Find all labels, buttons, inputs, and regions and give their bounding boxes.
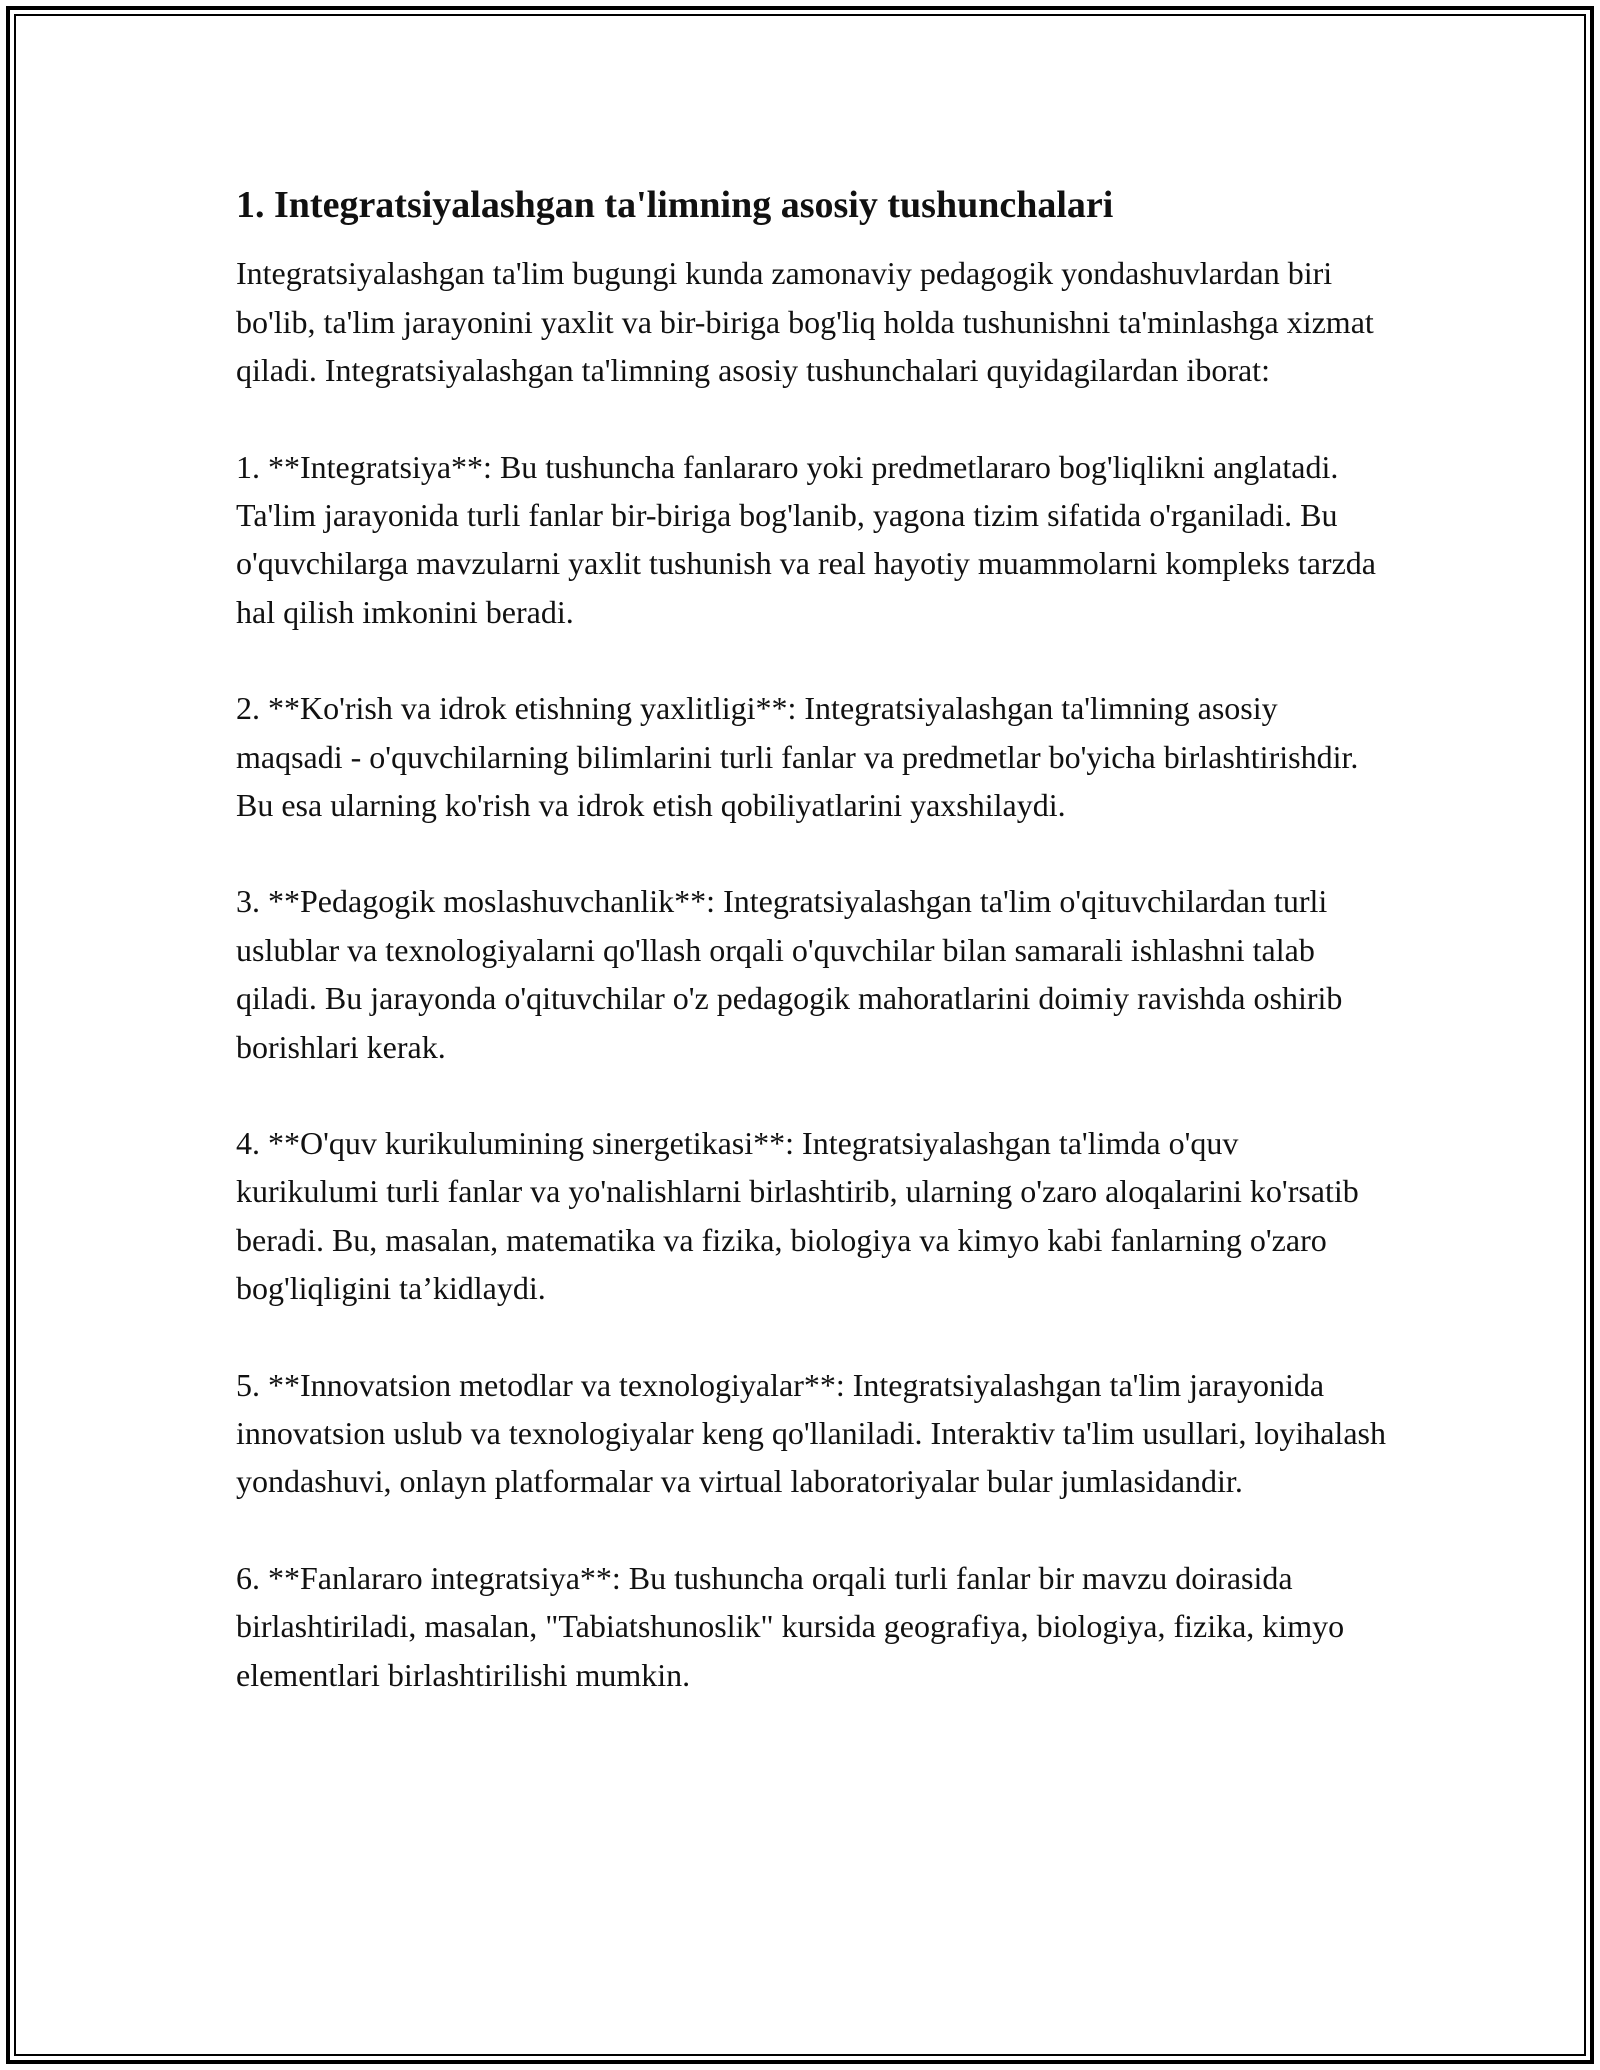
- list-item-1: 1. **Integratsiya**: Bu tushuncha fanlararo yoki predmetlararo bog'liqlikni anglatadi. Ta'lim jarayonida turli fanlar bir-biriga bog'lanib, yagona tizim sifatida o'rganiladi. Bu o'quvchilarga mavzularni yaxlit tushunish va real hayotiy muammolarni kompleks tarzda hal qilish imkonini beradi.: [236, 448, 1376, 630]
- list-item-6: 6. **Fanlararo integratsiya**: Bu tushuncha orqali turli fanlar bir mavzu doirasida birlashtiriladi, masalan, "Tabiatshunoslik" kursida geografiya, biologiya, fizika, kimyo elementlari birlashtirilishi mumkin.: [236, 1559, 1345, 1693]
- document-body: [236, 180, 1386, 1699]
- list-item-2: 2. **Ko'rish va idrok etishning yaxlitligi**: Integratsiyalashgan ta'limning asosiy maqsadi - o'quvchilarning bilimlarini turli fanlar va predmetlar bo'yicha birlashtirishdir. Bu esa ularning ko'rish va idrok etish qobiliyatlarini yaxshilaydi.: [236, 690, 1359, 823]
- intro-paragraph: Integratsiyalashgan ta'lim bugungi kunda zamonaviy pedagogik yondashuvlardan biri bo'lib, ta'lim jarayonini yaxlit va bir-biriga bog'liq holda tushunishni ta'minlashga xizmat qiladi. Integratsiyalashgan ta'limning asosiy tushunchalari quyidagilardan iborat:: [236, 255, 1374, 389]
- list-item-3: 3. **Pedagogik moslashuvchanlik**: Integratsiyalashgan ta'lim o'qituvchilardan turli uslublar va texnologiyalarni qo'llash orqali o'quvchilar bilan samarali ishlashni talab qiladi. Bu jarayonda o'qituvchilar o'z pedagogik mahoratlarini doimiy ravishda oshirib borishlari kerak.: [236, 883, 1343, 1065]
- document-title: 1. Integratsiyalashgan ta'limning asosiy tushunchalari: [236, 184, 1114, 226]
- list-item-5: 5. **Innovatsion metodlar va texnologiyalar**: Integratsiyalashgan ta'lim jarayonida innovatsion uslub va texnologiyalar keng qo'llaniladi. Interaktiv ta'lim usullari, loyihalash yondashuvi, onlayn platformalar va virtual laboratoriyalar bular jumlasidandir.: [236, 1366, 1386, 1500]
- list-item-4: 4. **O'quv kurikulumining sinergetikasi**: Integratsiyalashgan ta'limda o'quv kurikulumi turli fanlar va yo'nalishlarni birlashtirib, ularning o'zaro aloqalarini ko'rsatib beradi. Bu, masalan, matematika va fizika, biologiya va kimyo kabi fanlarning o'zaro bog'liqligini ta’kidlaydi.: [236, 1124, 1359, 1307]
